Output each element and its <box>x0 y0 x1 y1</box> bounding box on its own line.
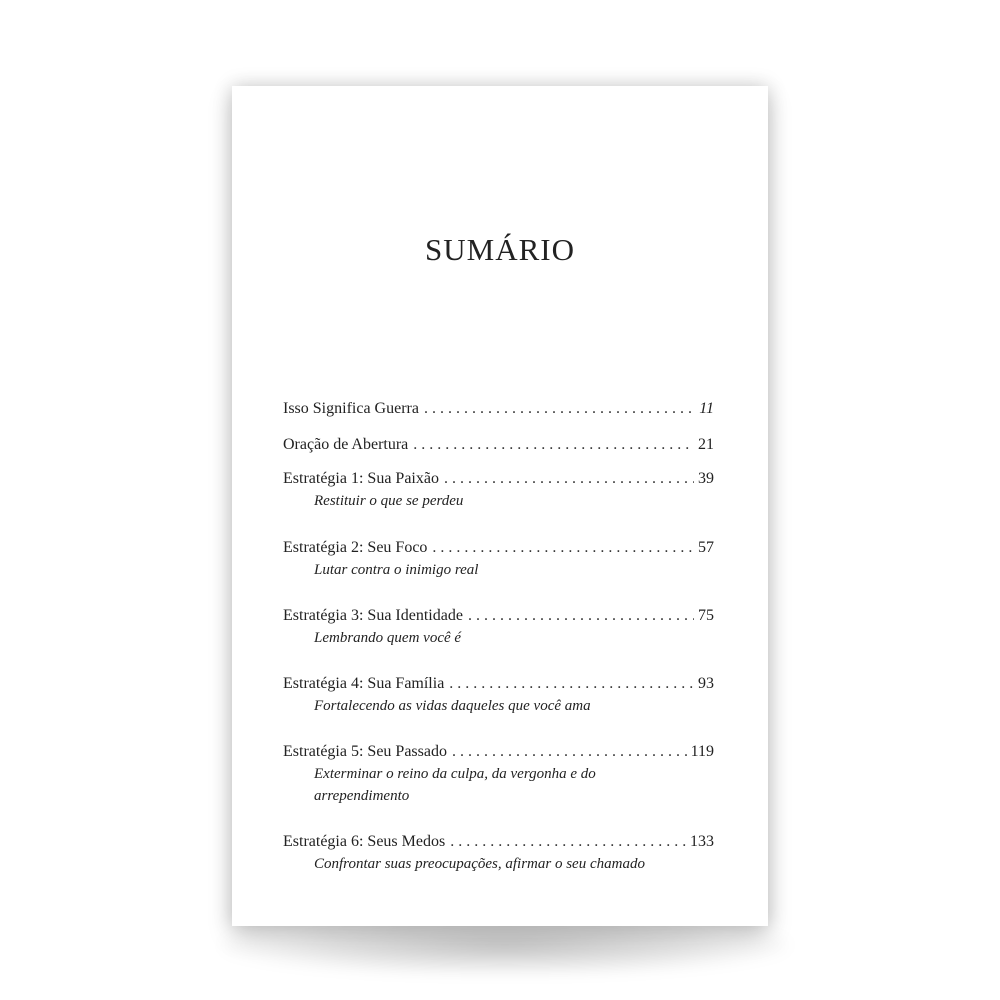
toc-page-number: 75 <box>698 607 714 624</box>
toc-entry-row <box>283 468 714 490</box>
toc-entry-subtitle: Confrontar suas preocupações, afirmar o seu chamado <box>314 856 645 872</box>
toc-entry-row <box>283 398 714 420</box>
toc-page-number: 39 <box>698 470 714 487</box>
toc-entry[interactable] <box>283 831 714 875</box>
dot-leader <box>449 673 694 695</box>
dot-leader <box>452 741 687 763</box>
toc-entry-subtitle-line: Exterminar o reino da culpa, da vergonha e do <box>314 766 596 782</box>
toc-entry-subtitle: Restituir o que se perdeu <box>314 493 464 509</box>
toc-entry[interactable] <box>283 605 714 649</box>
toc-entry-title: Estratégia 4: Sua Família <box>283 675 445 692</box>
dot-leader <box>444 468 694 490</box>
toc-page-number: 21 <box>698 436 714 453</box>
toc-entry[interactable] <box>283 434 714 456</box>
toc-entry-row <box>283 434 714 456</box>
toc-entry[interactable] <box>283 537 714 581</box>
toc-entry-title: Estratégia 6: Seus Medos <box>283 833 446 850</box>
toc-entry-title: Isso Significa Guerra <box>283 400 419 417</box>
toc-entry-row <box>283 673 714 695</box>
dot-leader <box>413 434 694 456</box>
toc-entry[interactable] <box>283 673 714 717</box>
toc-entry-title: Estratégia 3: Sua Identidade <box>283 607 463 624</box>
page-title: SUMÁRIO <box>425 232 575 267</box>
toc-page-number: 11 <box>699 400 714 417</box>
toc-entry-row <box>283 537 714 559</box>
toc-entry-subtitle: Lutar contra o inimigo real <box>314 562 479 578</box>
toc-entry[interactable] <box>283 468 714 512</box>
dot-leader <box>432 537 694 559</box>
toc-page-number: 57 <box>698 539 714 556</box>
toc-entry-title: Estratégia 1: Sua Paixão <box>283 470 439 487</box>
toc-entry-subtitle: Lembrando quem você é <box>314 630 462 646</box>
toc-entry-title: Estratégia 5: Seu Passado <box>283 743 447 760</box>
toc-entry-title: Oração de Abertura <box>283 436 409 453</box>
toc-page-number: 93 <box>698 675 714 692</box>
toc-entry-row <box>283 741 714 763</box>
dot-leader <box>450 831 686 853</box>
book-page <box>232 86 768 926</box>
dot-leader <box>424 398 695 420</box>
toc-entry-row <box>283 831 714 853</box>
dot-leader <box>468 605 694 627</box>
toc-entry-title: Estratégia 2: Seu Foco <box>283 539 428 556</box>
toc-entry[interactable] <box>283 398 714 420</box>
toc-entry-subtitle: Fortalecendo as vidas daqueles que você ama <box>314 698 591 714</box>
toc-page-number: 119 <box>690 743 714 760</box>
toc-entry[interactable] <box>283 741 714 807</box>
toc-entry-row <box>283 605 714 627</box>
toc-entry-subtitle-line: arrependimento <box>314 788 410 804</box>
toc-page-number: 133 <box>690 833 714 850</box>
